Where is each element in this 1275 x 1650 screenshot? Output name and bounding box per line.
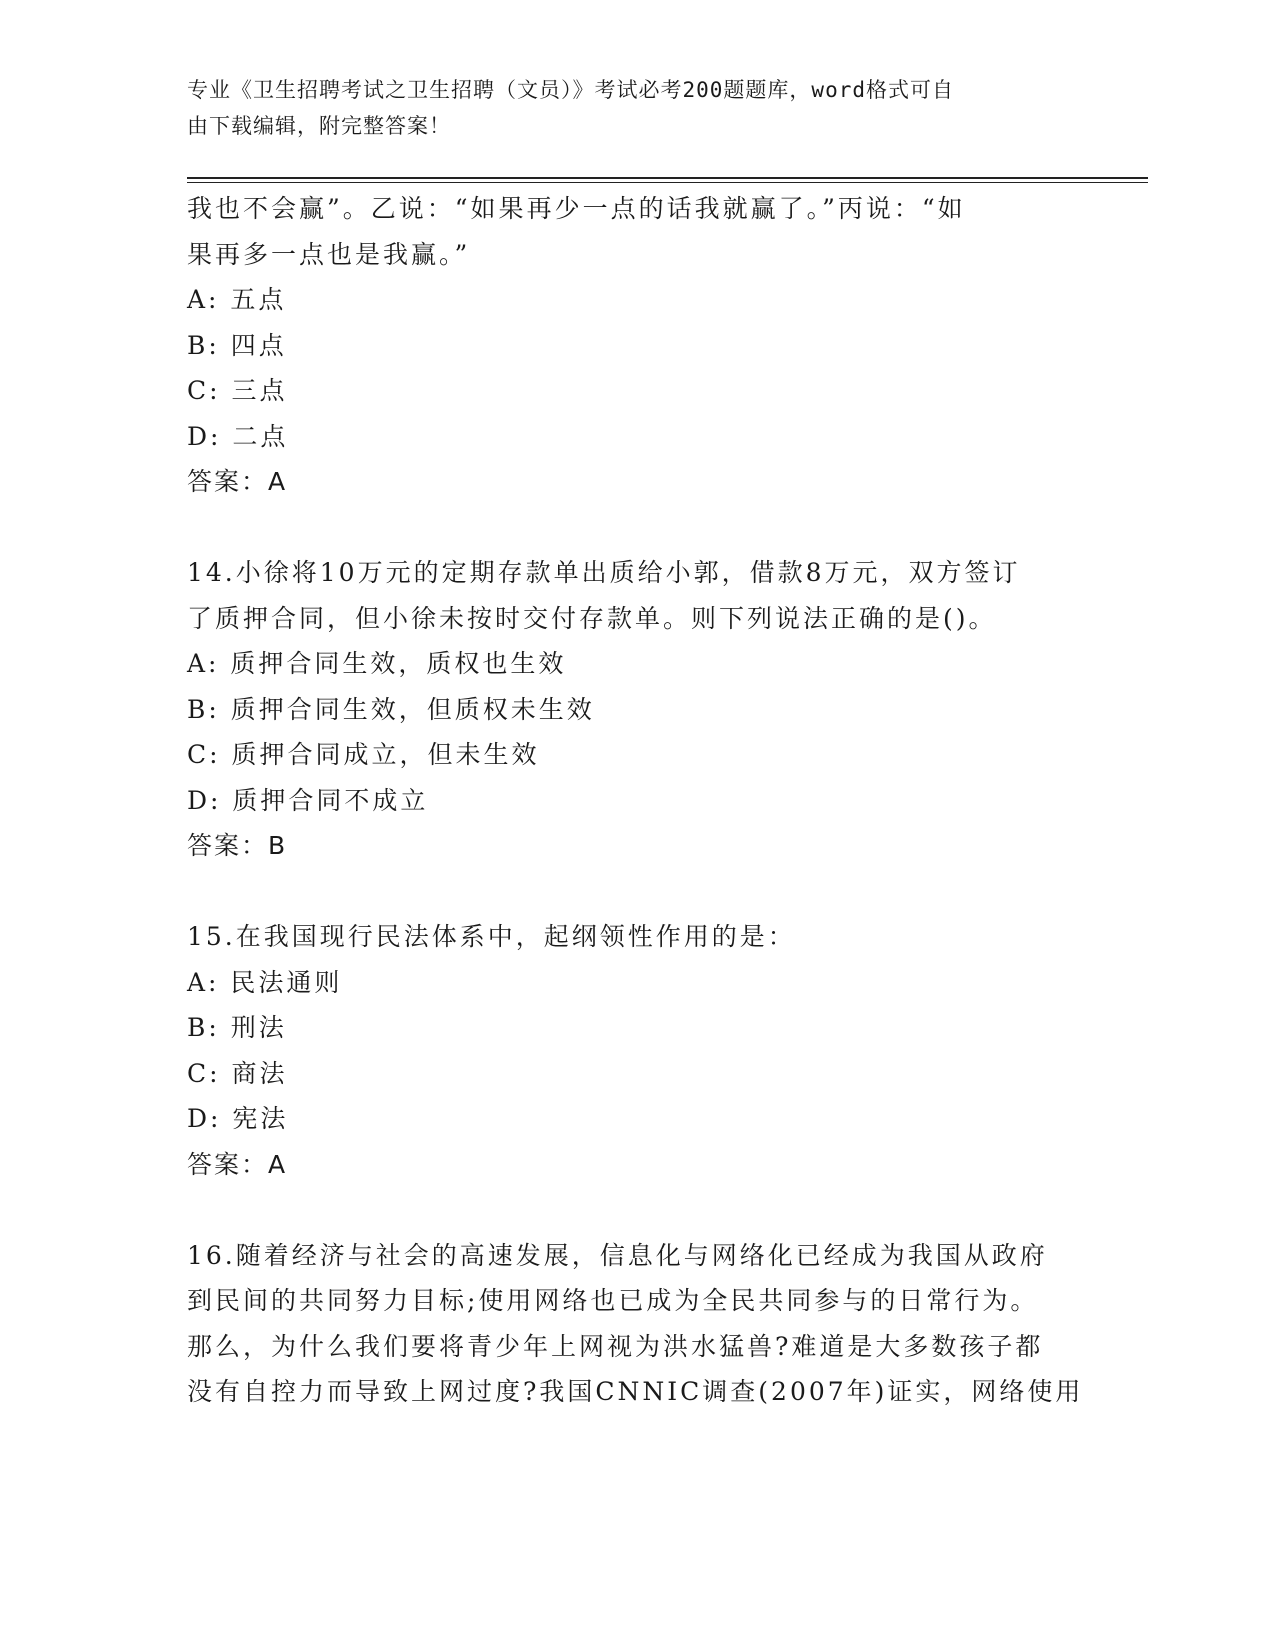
header-title-line-1: 专业《卫生招聘考试之卫生招聘（文员）》考试必考200题题库，word格式可自 [187,78,954,102]
question-14 [187,550,1087,869]
header-title-line-2: 由下载编辑，附完整答案！ [187,114,451,138]
question-content [187,186,1087,1415]
option-c: C: 三点 [187,376,288,405]
answer-label: 答案：A [187,1149,288,1179]
option-c: C: 商法 [187,1058,288,1088]
question-spacer [187,505,1087,551]
question-text-line: 果再多一点也是我赢。” [187,239,471,269]
question-text-line: 15.在我国现行民法体系中，起纲领性作用的是： [187,922,796,951]
question-13-continuation [187,186,1087,505]
question-16 [187,1233,1087,1415]
header-divider [187,177,1148,183]
question-spacer [187,1187,1087,1233]
option-c: C: 质押合同成立，但未生效 [187,740,540,769]
question-15 [187,914,1087,1187]
question-text-line: 那么，为什么我们要将青少年上网视为洪水猛兽?难道是大多数孩子都 [187,1331,1044,1361]
option-a: A: 民法通则 [187,967,343,997]
answer-label: 答案：B [187,831,288,860]
option-d: D: 宪法 [187,1104,289,1133]
question-text-line: 没有自控力而导致上网过度?我国CNNIC调查(2007年)证实，网络使用 [187,1377,1084,1406]
question-text-line: 16.随着经济与社会的高速发展，信息化与网络化已经成为我国从政府 [187,1240,1048,1270]
option-a: A: 五点 [187,285,287,314]
question-text-line: 到民间的共同努力目标;使用网络也已成为全民共同参与的日常行为。 [187,1286,1039,1315]
option-d: D: 质押合同不成立 [187,785,429,815]
document-header [187,72,1067,144]
option-d: D: 二点 [187,421,289,451]
option-b: B: 刑法 [187,1013,287,1042]
question-spacer [187,869,1087,915]
option-a: A: 质押合同生效，质权也生效 [187,649,567,678]
option-b: B: 质押合同生效，但质权未生效 [187,694,595,724]
question-text-line: 了质押合同，但小徐未按时交付存款单。则下列说法正确的是()。 [187,603,997,633]
question-text-line: 14.小徐将10万元的定期存款单出质给小郭，借款8万元，双方签订 [187,558,1021,587]
question-text-line: 我也不会赢”。乙说：“如果再少一点的话我就赢了。”丙说：“如 [187,194,966,223]
option-b: B: 四点 [187,330,287,360]
answer-label: 答案：A [187,467,288,496]
